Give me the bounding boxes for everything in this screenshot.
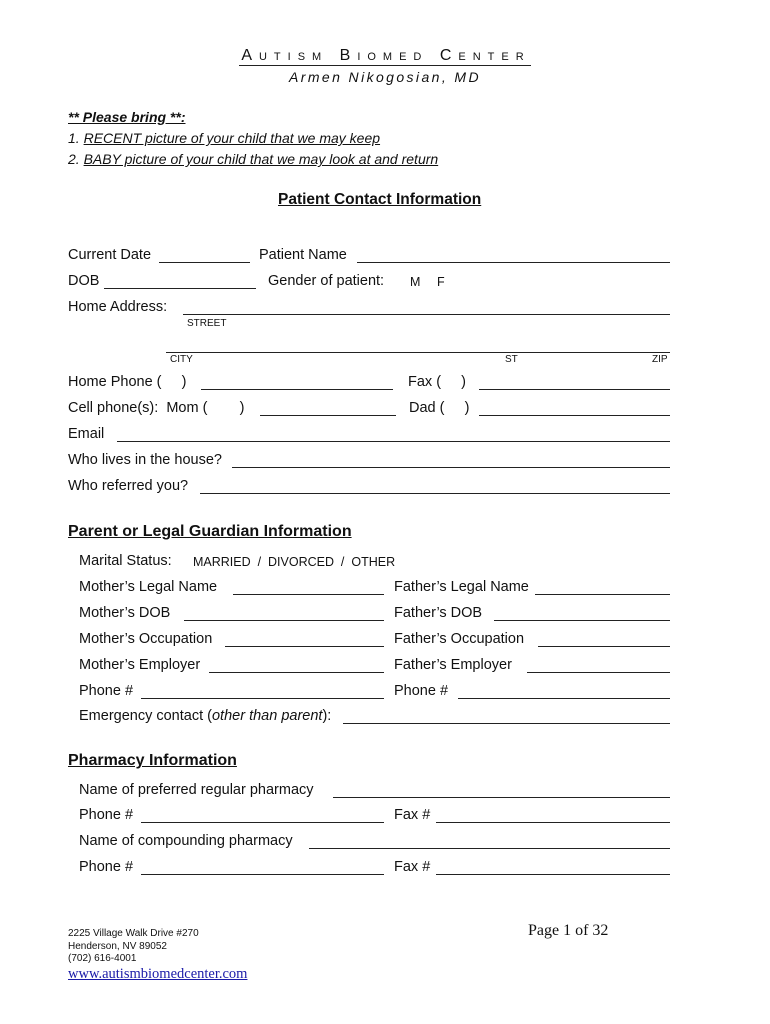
regular-pharmacy-label: Name of preferred regular pharmacy (79, 782, 314, 798)
mother-name-field[interactable] (233, 594, 384, 595)
father-phone-label: Phone # (394, 683, 449, 699)
mother-dob-label: Mother’s DOB (79, 605, 171, 621)
regular-pharmacy-fax-label: Fax # (394, 807, 431, 823)
emergency-label-prefix: Emergency contact ( (79, 708, 212, 724)
row-email (0, 425, 770, 445)
bring-item-1-text: RECENT picture of your child that we may keep (83, 130, 381, 146)
row-home-address (0, 298, 770, 318)
compounding-pharmacy-phone-label: Phone # (79, 859, 134, 875)
compounding-pharmacy-phone-field[interactable] (141, 874, 384, 875)
state-caption: ST (505, 354, 518, 365)
row-marital-status (0, 552, 770, 572)
dad-phone-label: Dad ( ) (409, 400, 470, 416)
gender-option-f[interactable]: F (437, 275, 445, 289)
mother-employer-field[interactable] (209, 672, 384, 673)
bring-heading: ** Please bring **: (68, 109, 186, 125)
home-phone-field[interactable] (201, 389, 393, 390)
mother-phone-label: Phone # (79, 683, 134, 699)
patient-name-label: Patient Name (259, 247, 347, 263)
row-employers (0, 656, 770, 676)
dad-phone-field[interactable] (479, 415, 670, 416)
mother-phone-field[interactable] (141, 698, 384, 699)
city-caption: CITY (170, 354, 193, 365)
compounding-pharmacy-fax-label: Fax # (394, 859, 431, 875)
regular-pharmacy-phone-field[interactable] (141, 822, 384, 823)
doctor-name: Armen Nikogosian, MD (289, 69, 481, 85)
pharmacy-section-title: Pharmacy Information (68, 752, 237, 769)
bring-item-1-number: 1. (68, 130, 84, 146)
who-referred-label: Who referred you? (68, 478, 189, 494)
row-who-lives (0, 451, 770, 471)
father-dob-label: Father’s DOB (394, 605, 483, 621)
emergency-contact-field[interactable] (343, 723, 670, 724)
footer-phone: (702) 616-4001 (68, 953, 137, 964)
page-number: Page 1 of 32 (528, 922, 609, 939)
row-cell-phones (0, 399, 770, 419)
row-parent-phones (0, 682, 770, 702)
father-phone-field[interactable] (458, 698, 670, 699)
bring-item-2 (68, 151, 438, 167)
patient-name-field[interactable] (357, 262, 670, 263)
who-referred-field[interactable] (200, 493, 670, 494)
father-dob-field[interactable] (494, 620, 670, 621)
father-name-field[interactable] (535, 594, 670, 595)
row-home-phone (0, 373, 770, 393)
mother-employer-label: Mother’s Employer (79, 657, 201, 673)
father-employer-field[interactable] (527, 672, 670, 673)
footer-address (68, 928, 199, 966)
father-occupation-field[interactable] (538, 646, 670, 647)
dob-field[interactable] (104, 288, 256, 289)
emergency-contact-label (79, 707, 331, 725)
email-field[interactable] (117, 441, 670, 442)
fax-field[interactable] (479, 389, 670, 390)
email-label: Email (68, 426, 105, 442)
gender-label: Gender of patient: (268, 273, 385, 289)
father-occupation-label: Father’s Occupation (394, 631, 525, 647)
emergency-label-suffix: ): (322, 708, 332, 724)
compounding-pharmacy-label: Name of compounding pharmacy (79, 833, 293, 849)
home-phone-label: Home Phone ( ) (68, 374, 187, 390)
zip-caption: ZIP (652, 354, 668, 365)
center-title-text: Autism Biomed Center (241, 47, 531, 64)
mom-phone-field[interactable] (260, 415, 396, 416)
regular-pharmacy-field[interactable] (333, 797, 670, 798)
regular-pharmacy-fax-field[interactable] (436, 822, 670, 823)
row-regular-pharmacy-contact (0, 806, 770, 826)
row-occupations (0, 630, 770, 650)
footer-address-line-2: Henderson, NV 89052 (68, 940, 167, 952)
dob-label: DOB (68, 273, 100, 289)
fax-label: Fax ( ) (408, 374, 466, 390)
gender-option-m[interactable]: M (410, 275, 421, 289)
row-date-name (0, 246, 770, 266)
center-title (0, 47, 770, 66)
father-employer-label: Father’s Employer (394, 657, 512, 673)
cell-phones-label: Cell phone(s): Mom ( ) (68, 400, 245, 416)
row-dobs (0, 604, 770, 624)
emergency-label-italic: other than parent (211, 708, 323, 724)
who-lives-label: Who lives in the house? (68, 452, 222, 468)
row-compounding-pharmacy (0, 832, 770, 852)
mother-occupation-label: Mother’s Occupation (79, 631, 213, 647)
current-date-label: Current Date (68, 247, 152, 263)
mother-occupation-field[interactable] (225, 646, 384, 647)
who-lives-field[interactable] (232, 467, 670, 468)
father-name-label: Father’s Legal Name (394, 579, 529, 595)
row-compounding-pharmacy-contact (0, 858, 770, 878)
patient-section-title: Patient Contact Information (278, 191, 482, 208)
marital-status-label: Marital Status: (79, 553, 172, 569)
home-address-label: Home Address: (68, 299, 168, 315)
compounding-pharmacy-fax-field[interactable] (436, 874, 670, 875)
mother-dob-field[interactable] (184, 620, 384, 621)
regular-pharmacy-phone-label: Phone # (79, 807, 134, 823)
guardian-section-title: Parent or Legal Guardian Information (68, 523, 352, 540)
bring-item-2-number: 2. (68, 151, 84, 167)
current-date-field[interactable] (159, 262, 250, 263)
bring-item-2-text: BABY picture of your child that we may look at and return (83, 151, 439, 167)
mother-name-label: Mother’s Legal Name (79, 579, 218, 595)
bring-item-1 (68, 130, 380, 146)
marital-status-options[interactable]: MARRIED / DIVORCED / OTHER (193, 555, 396, 569)
row-legal-names (0, 578, 770, 598)
compounding-pharmacy-field[interactable] (309, 848, 670, 849)
footer-address-line-1: 2225 Village Walk Drive #270 (68, 928, 199, 939)
city-state-zip-field[interactable] (166, 352, 670, 353)
row-regular-pharmacy (0, 781, 770, 801)
street-caption: STREET (187, 318, 227, 329)
row-dob-gender (0, 272, 770, 292)
row-who-referred (0, 477, 770, 497)
row-emergency-contact (0, 707, 770, 727)
street-field[interactable] (183, 314, 670, 315)
website-link[interactable]: www.autismbiomedcenter.com (68, 966, 248, 982)
